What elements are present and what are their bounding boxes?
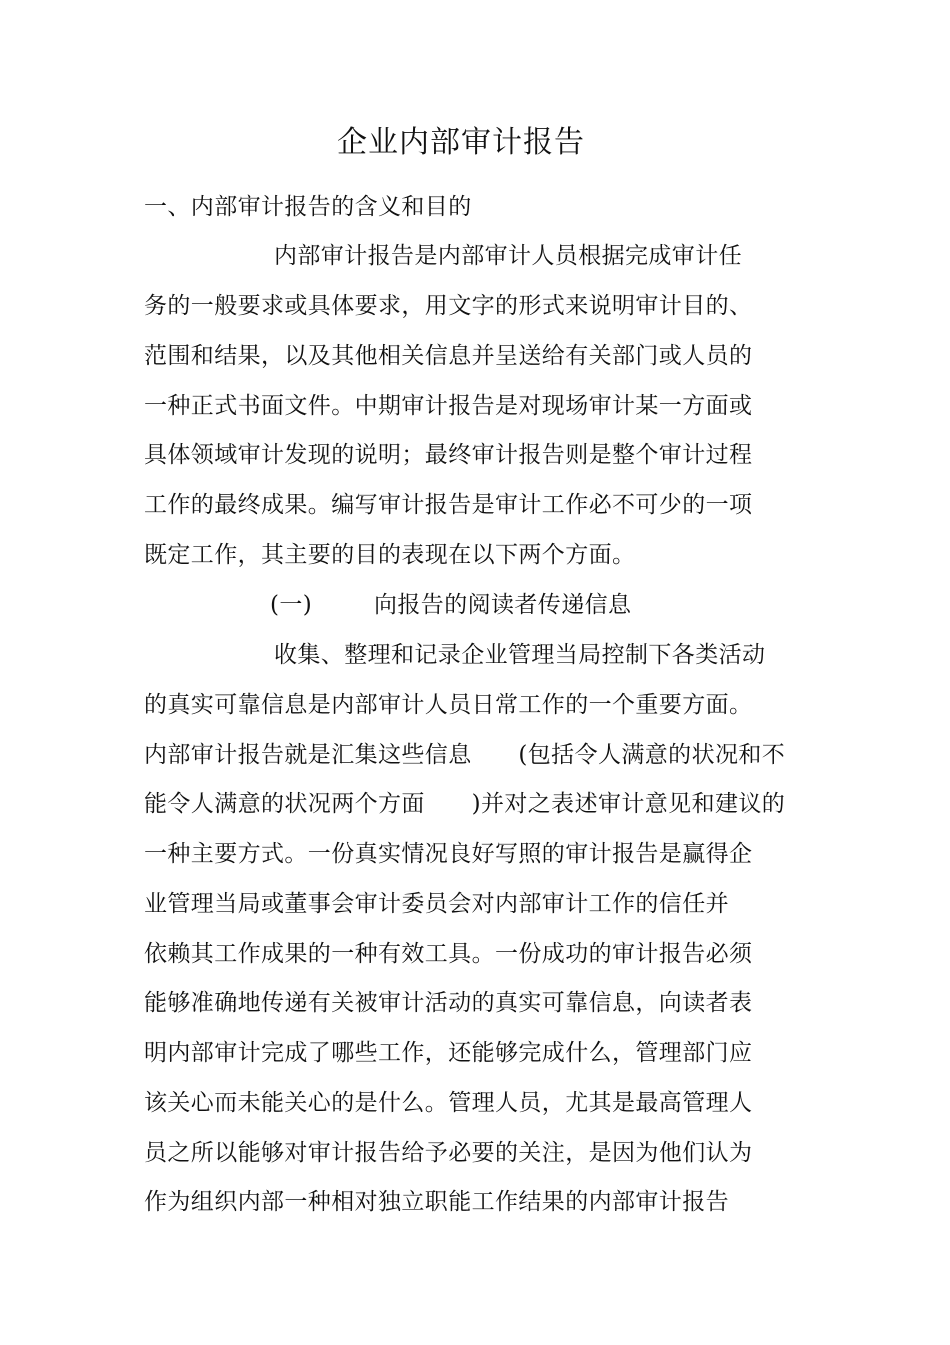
- paragraph-line: 内部审计报告就是汇集这些信息 (包括令人满意的状况和不: [144, 742, 786, 768]
- subheading-text: 向报告的阅读者传递信息: [374, 592, 632, 618]
- paragraph-line: 能令人满意的状况两个方面 )并对之表述审计意见和建议的: [144, 791, 786, 817]
- paragraph-line: 既定工作，其主要的目的表现在以下两个方面。: [144, 542, 636, 568]
- paragraph-line: 的真实可靠信息是内部审计人员日常工作的一个重要方面。: [144, 692, 753, 718]
- section-heading: 一、内部审计报告的含义和目的: [144, 194, 472, 220]
- paragraph-line: 该关心而未能关心的是什么。管理人员，尤其是最高管理人: [144, 1090, 753, 1116]
- paragraph-line: 一种正式书面文件。中期审计报告是对现场审计某一方面或: [144, 393, 753, 419]
- paragraph-line: 收集、整理和记录企业管理当局控制下各类活动: [274, 642, 766, 668]
- paragraph-line: 依赖其工作成果的一种有效工具。一份成功的审计报告必须: [144, 941, 753, 967]
- paragraph-line: 明内部审计完成了哪些工作，还能够完成什么，管理部门应: [144, 1040, 753, 1066]
- document-title: 企业内部审计报告: [337, 125, 585, 160]
- paragraph-line: 作为组织内部一种相对独立职能工作结果的内部审计报告: [144, 1189, 729, 1215]
- paragraph-line: 务的一般要求或具体要求，用文字的形式来说明审计目的、: [144, 293, 753, 319]
- paragraph-line: 一种主要方式。一份真实情况良好写照的审计报告是赢得企: [144, 841, 753, 867]
- subheading-number: (一): [270, 592, 313, 618]
- paragraph-line: 能够准确地传递有关被审计活动的真实可靠信息，向读者表: [144, 990, 753, 1016]
- paragraph-line: 内部审计报告是内部审计人员根据完成审计任: [274, 243, 742, 269]
- paragraph-line: 范围和结果，以及其他相关信息并呈送给有关部门或人员的: [144, 343, 753, 369]
- paragraph-line: 业管理当局或董事会审计委员会对内部审计工作的信任并: [144, 891, 729, 917]
- paragraph-line: 工作的最终成果。编写审计报告是审计工作必不可少的一项: [144, 492, 753, 518]
- paragraph-line: 员之所以能够对审计报告给予必要的关注，是因为他们认为: [144, 1140, 753, 1166]
- paragraph-line: 具体领域审计发现的说明；最终审计报告则是整个审计过程: [144, 442, 753, 468]
